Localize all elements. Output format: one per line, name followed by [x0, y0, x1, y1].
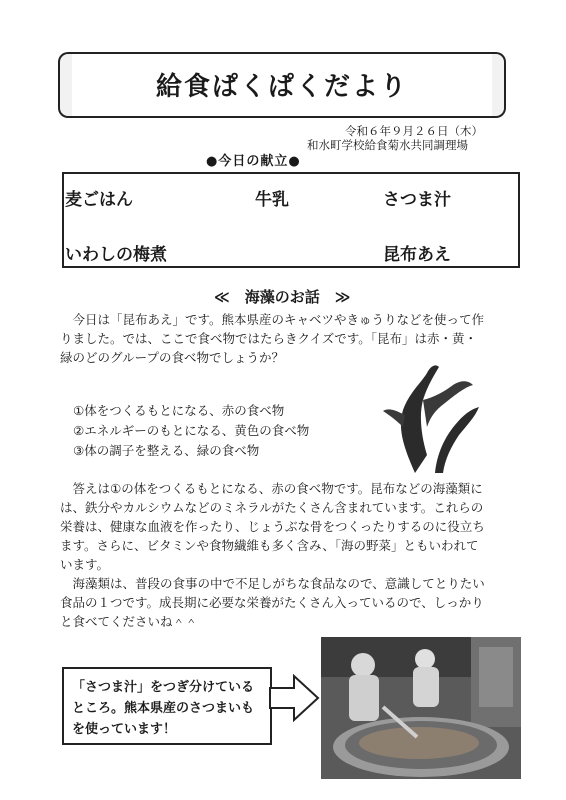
text-line: 栄養は、健康な血液を作ったり、じょうぶな骨をつくったりするのに役立ち: [60, 519, 485, 534]
quiz-option: ①体をつくるもとになる、赤の食べ物: [73, 403, 285, 418]
kitchen-photo: [321, 637, 521, 779]
text-line: と食べてくださいね＾＾: [60, 614, 198, 629]
section-heading: ≪ 海藻のお話 ≫: [214, 288, 351, 306]
menu-item: さつま汁: [383, 190, 451, 210]
answer-paragraph: [60, 479, 522, 631]
title-banner: [68, 52, 496, 118]
caption-line: ところ。熊本県産のさつまいも: [72, 701, 255, 716]
seaweed-illustration: [375, 355, 485, 475]
menu-item: 昆布あえ: [383, 245, 451, 265]
text-line: 答えは①の体をつくるもとになる、赤の食べ物です。昆布などの海藻類に: [60, 481, 483, 496]
text-line: 食品の１つです。成長期に必要な栄養がたくさん入っているので、しっかり: [60, 595, 484, 610]
caption-line: を使っています！: [72, 722, 177, 737]
caption-line: 「さつま汁」をつぎ分けている: [72, 680, 255, 695]
quiz-option: ②エネルギーのもとになる、黄色の食べ物: [73, 423, 310, 438]
menu-item: 牛乳: [255, 190, 289, 210]
text-line: ます。さらに、ビタミンや食物繊維も多く含み、「海の野菜」ともいわれて: [60, 538, 479, 553]
text-line: は、鉄分やカルシウムなどのミネラルがたくさん含まれています。これらの: [60, 500, 484, 515]
issue-date: 令和６年９月２６日（木）: [345, 124, 483, 138]
menu-item: いわしの梅煮: [65, 245, 167, 265]
quiz-option: ③体の調子を整える、緑の食べ物: [73, 443, 260, 458]
text-line: りました。では、ここで食べ物ではたらきクイズです。「昆布」は赤・黄・: [60, 331, 478, 346]
school-name: 和水町学校給食菊水共同調理場: [307, 138, 468, 152]
text-line: 緑のどのグループの食べ物でしょうか？: [60, 350, 285, 365]
text-line: います。: [60, 557, 110, 572]
page-title: 給食ぱくぱくだより: [155, 72, 408, 102]
scroll-curl-right: [492, 52, 506, 118]
menu-item: 麦ごはん: [65, 190, 133, 210]
photo-caption-box: [62, 667, 272, 745]
text-line: 海藻類は、普段の食事の中で不足しがちな食品なので、意識してとりたい: [60, 576, 485, 591]
menu-heading: ●今日の献立●: [206, 154, 301, 169]
text-line: 今日は「昆布あえ」です。熊本県産のキャベツやきゅうりなどを使って作: [60, 312, 485, 327]
right-arrow-icon: [268, 672, 320, 724]
